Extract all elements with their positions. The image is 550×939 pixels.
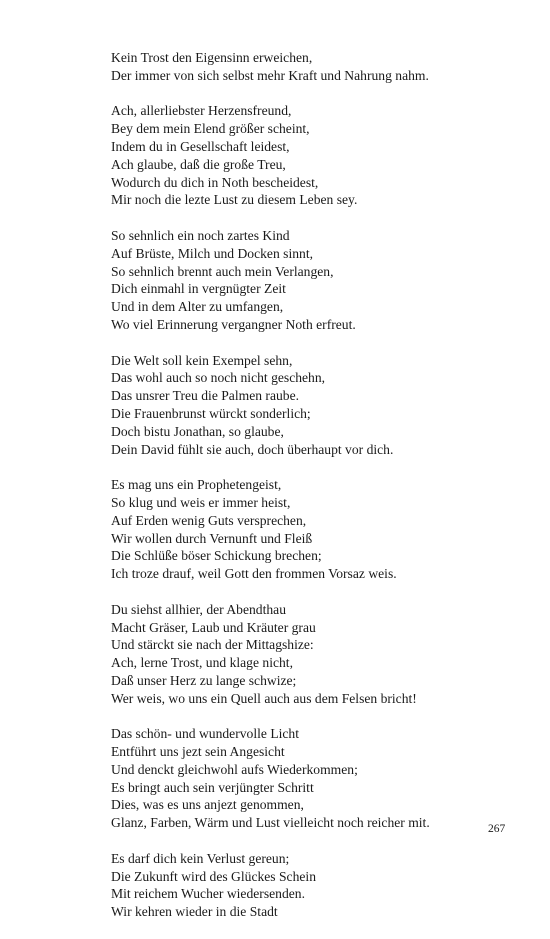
poem-line: Es darf dich kein Verlust gereun; xyxy=(111,850,290,866)
stanza-5 xyxy=(111,476,531,583)
poem-line: Wer weis, wo uns ein Quell auch aus dem Felsen bricht! xyxy=(111,690,417,706)
poem-line: Auf Erden wenig Guts versprechen, xyxy=(111,512,307,528)
poem-line: Doch bistu Jonathan, so glaube, xyxy=(111,423,284,439)
poem-line: So klug und weis er immer heist, xyxy=(111,494,291,510)
poem-line: Mit reichem Wucher wiedersenden. xyxy=(111,886,305,902)
poem-line: Und stärckt sie nach der Mittagshize: xyxy=(111,637,314,653)
poem-line: Die Zukunft wird des Glückes Schein xyxy=(111,868,316,884)
stanza-4 xyxy=(111,352,531,459)
poem-line: Und in dem Alter zu umfangen, xyxy=(111,299,284,315)
poem-line: Bey dem mein Elend größer scheint, xyxy=(111,121,310,137)
poem-line: Wir wollen durch Vernunft und Fleiß xyxy=(111,530,313,546)
poem-line: Dein David fühlt sie auch, doch überhaupt vor dich. xyxy=(111,441,394,457)
stanza-6 xyxy=(111,601,531,708)
poem-line: Glanz, Farben, Wärm und Lust vielleicht noch reicher mit. xyxy=(111,815,430,831)
poem-line: Der immer von sich selbst mehr Kraft und Nahrung nahm. xyxy=(111,67,429,83)
poem-line: Macht Gräser, Laub und Kräuter grau xyxy=(111,619,316,635)
poem-line: Die Frauenbrunst würckt sonderlich; xyxy=(111,405,311,421)
poem-line: Ach glaube, daß die große Treu, xyxy=(111,156,286,172)
poem-line: Dies, was es uns anjezt genommen, xyxy=(111,797,304,813)
poem-line: Du siehst allhier, der Abendthau xyxy=(111,601,286,617)
poem-line: Ach, allerliebster Herzensfreund, xyxy=(111,103,292,119)
poem-line: Es mag uns ein Prophetengeist, xyxy=(111,477,282,493)
poem-line: Daß unser Herz zu lange schwize; xyxy=(111,672,297,688)
poem-line: Mir noch die lezte Lust zu diesem Leben sey. xyxy=(111,192,358,208)
poem-line: Das schön- und wundervolle Licht xyxy=(111,726,300,742)
stanza-1 xyxy=(111,49,531,85)
poem-line: Das unsrer Treu die Palmen raube. xyxy=(111,388,300,404)
poem-line: Ach, lerne Trost, und klage nicht, xyxy=(111,655,293,671)
poem-line: So sehnlich brennt auch mein Verlangen, xyxy=(111,263,334,279)
poem-line: Wo viel Erinnerung vergangner Noth erfreut. xyxy=(111,316,356,332)
poem-line: Entführt uns jezt sein Angesicht xyxy=(111,744,285,760)
stanza-8 xyxy=(111,850,531,921)
stanza-3 xyxy=(111,227,531,334)
poem-line: Indem du in Gesellschaft leidest, xyxy=(111,138,290,154)
poem-line: Ich troze drauf, weil Gott den frommen Vorsaz weis. xyxy=(111,566,397,582)
poem-line: Und denckt gleichwohl aufs Wiederkommen; xyxy=(111,761,358,777)
poem-line: So sehnlich ein noch zartes Kind xyxy=(111,227,290,243)
poem-line: Wir kehren wieder in die Stadt xyxy=(111,904,278,920)
stanza-7 xyxy=(111,725,531,832)
page-number: 267 xyxy=(488,823,506,835)
poem-line: Die Welt soll kein Exempel sehn, xyxy=(111,352,293,368)
poem-line: Auf Brüste, Milch und Docken sinnt, xyxy=(111,245,313,261)
poem-line: Das wohl auch so noch nicht geschehn, xyxy=(111,370,326,386)
poem-line: Dich einmahl in vergnügter Zeit xyxy=(111,281,286,297)
poem-line: Wodurch du dich in Noth bescheidest, xyxy=(111,174,319,190)
poem-line: Es bringt auch sein verjüngter Schritt xyxy=(111,779,314,795)
poem-line: Die Schlüße böser Schickung brechen; xyxy=(111,548,322,564)
poem-line: Kein Trost den Eigensinn erweichen, xyxy=(111,50,313,65)
poem-text xyxy=(111,49,531,939)
stanza-2 xyxy=(111,102,531,209)
